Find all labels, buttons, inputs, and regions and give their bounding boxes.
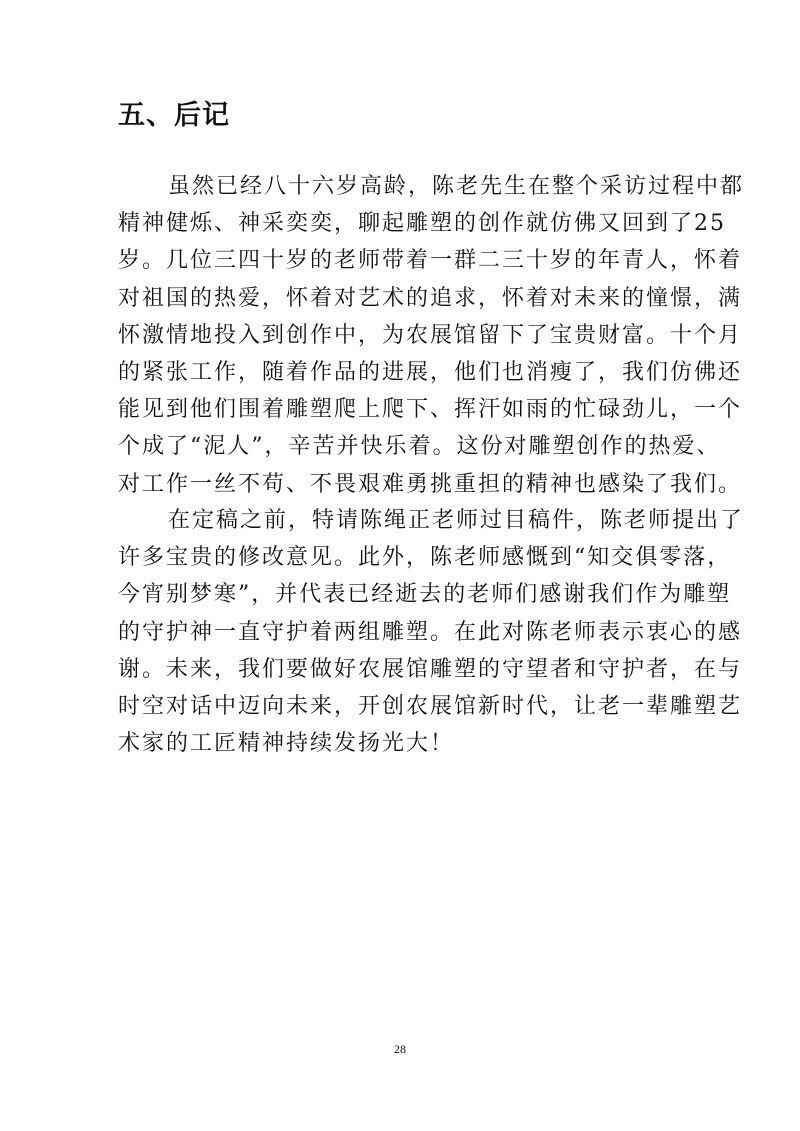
paragraph-line: 个成了“泥人”，辛苦并快乐着。这份对雕塑创作的热爱、 [118,434,721,460]
paragraph-2 [118,502,745,762]
paragraph-line: 谢。未来，我们要做好农展馆雕塑的守望者和守护者，在与 [118,656,743,682]
paragraph-line: 许多宝贵的修改意见。此外，陈老师感慨到“知交俱零落， [118,545,732,571]
paragraph-line: 在定稿之前，特请陈绳正老师过目稿件，陈老师提出了 [168,508,745,533]
paragraph-line: 精神健烁、神采奕奕，聊起雕塑的创作就仿佛又回到了25 [118,211,726,237]
paragraph-line: 对祖国的热爱，怀着对艺术的追求，怀着对未来的憧憬，满 [118,285,743,311]
section-title: 五、后记 [118,100,230,131]
paragraph-line: 今宵别梦寒”，并代表已经逝去的老师们感谢我们作为雕塑 [118,582,732,608]
paragraph-1 [118,168,745,503]
paragraph-line: 岁。几位三四十岁的老师带着一群二三十岁的年青人，怀着 [118,248,743,274]
paragraph-line: 虽然已经八十六岁高龄，陈老先生在整个采访过程中都 [168,174,745,199]
paragraph-line: 对工作一丝不苟、不畏艰难勇挑重担的精神也感染了我们。 [118,471,743,497]
paragraph-line: 的守护神一直守护着两组雕塑。在此对陈老师表示衷心的感 [118,619,743,645]
paragraph-line: 怀激情地投入到创作中，为农展馆留下了宝贵财富。十个月 [118,322,743,348]
paragraph-line: 术家的工匠精神持续发扬光大！ [118,731,455,757]
paragraph-line: 时空对话中迈向未来，开创农展馆新时代，让老一辈雕塑艺 [118,694,743,720]
page-number: 28 [394,1042,406,1056]
paragraph-line: 能见到他们围着雕塑爬上爬下、挥汗如雨的忙碌劲儿，一个 [118,397,743,423]
paragraph-line: 的紧张工作，随着作品的进展，他们也消瘦了，我们仿佛还 [118,360,743,386]
